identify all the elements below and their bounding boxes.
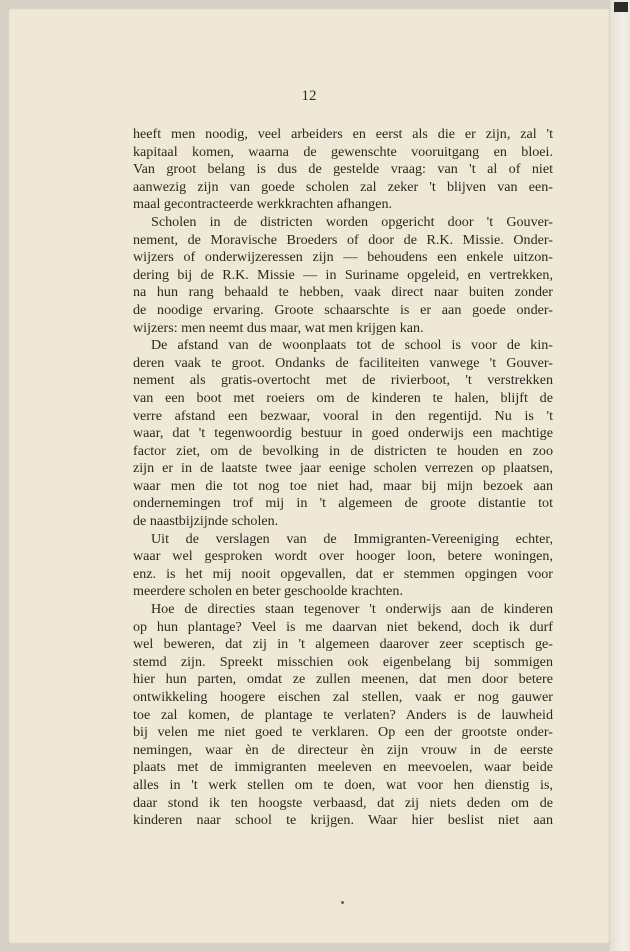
text-line: plaats met de immigranten meeleven en meevoelen, waar beide bbox=[133, 759, 553, 776]
text-line: Hoe de directies staan tegenover 't onderwijs aan de kinderen bbox=[151, 601, 553, 618]
text-line: Van groot belang is dus de gestelde vraag: van 't al of niet bbox=[133, 161, 553, 178]
text-line: dering bij de R.K. Missie — in Suriname opgeleid, en vertrekken, bbox=[133, 266, 553, 283]
page-edge bbox=[610, 0, 630, 951]
text-line: waar, dat 't tegenwoordig bestuur in goed onderwijs een machtige bbox=[133, 425, 553, 442]
text-line: hier hun parten, omdat ze zullen meenen, dat men door betere bbox=[133, 671, 553, 688]
text-line: deren vaak te groot. Ondanks de faciliteiten vanwege 't Gouver- bbox=[133, 354, 553, 371]
text-line: nement, de Moravische Broeders of door de R.K. Missie. Onder- bbox=[133, 231, 553, 248]
text-line: nement als gratis-overtocht met de rivierboot, 't verstrekken bbox=[133, 372, 553, 389]
text-line: waar men die tot nog toe niet had, maar bij mijn bezoek aan bbox=[133, 477, 553, 494]
body-text bbox=[133, 126, 553, 830]
text-line: zijn er in de laatste twee jaar eenige scholen verrezen op plaatsen, bbox=[133, 460, 553, 477]
text-line: alles in 't werk stellen om te doen, wat voor hen dienstig is, bbox=[133, 776, 553, 793]
text-line: meerdere scholen en beter geschoolde krachten. bbox=[133, 583, 403, 600]
text-line: stemd zijn. Spreekt misschien ook eigenbelang bij sommigen bbox=[133, 653, 553, 670]
text-line: aanwezig zijn van goede scholen zal zeker 't blijven van een- bbox=[133, 178, 553, 195]
text-line: daar stond ik ten hoogste verbaasd, dat zij niets deden om de bbox=[133, 794, 553, 811]
text-line: ondernemingen trof mij in 't algemeen de groote distantie tot bbox=[133, 495, 553, 512]
text-line: wel beweren, dat zij in 't algemeen daarover zeer sceptisch ge- bbox=[133, 636, 553, 653]
text-line: bij velen me niet goed te verklaren. Op een der grootste onder- bbox=[133, 724, 553, 741]
text-line: maal gecontracteerde werkkrachten afhangen. bbox=[133, 196, 393, 213]
text-line: Uit de verslagen van de Immigranten-Vereeniging echter, bbox=[151, 530, 553, 547]
page-speck bbox=[341, 901, 344, 904]
text-line: na hun rang behaald te hebben, vaak direct naar buiten zonder bbox=[133, 284, 553, 301]
text-line: van een boot met roeiers om de kinderen te halen, blijft de bbox=[133, 389, 553, 406]
text-line: kinderen naar school te krijgen. Waar hier beslist niet aan bbox=[133, 812, 553, 829]
text-line: de naastbijzijnde scholen. bbox=[133, 513, 279, 530]
text-line: factor ziet, om de bevolking in de districten te houden en zoo bbox=[133, 442, 553, 459]
text-line: de noodige ervaring. Groote schaarschte is er aan goede onder- bbox=[133, 301, 553, 318]
text-line: verre afstand een bezwaar, vooral in den regentijd. Nu is 't bbox=[133, 407, 553, 424]
page-number: 12 bbox=[301, 88, 317, 104]
text-line: waar wel gesproken wordt over hooger loon, betere woningen, bbox=[133, 548, 553, 565]
text-line: De afstand van de woonplaats tot de school is voor de kin- bbox=[151, 337, 553, 354]
text-line: ontwikkeling hoogere eischen zal stellen, vaak er nog gauwer bbox=[133, 689, 553, 705]
text-line: Scholen in de districten worden opgericht door 't Gouver- bbox=[151, 213, 553, 230]
text-line: wijzers: men neemt dus maar, wat men krijgen kan. bbox=[133, 319, 424, 336]
text-line: heeft men noodig, veel arbeiders en eerst als die er zijn, zal 't bbox=[133, 126, 553, 142]
book-page bbox=[8, 8, 610, 944]
text-line: nemingen, waar èn de directeur èn zijn vrouw in de eerste bbox=[133, 741, 553, 758]
text-line: toe zal komen, de plantage te verlaten? Anders is de lauwheid bbox=[133, 706, 553, 723]
corner-mark bbox=[614, 2, 628, 12]
text-line: wijzers of onderwijzeressen zijn — behoudens een enkele uitzon- bbox=[133, 249, 553, 266]
text-line: op hun plantage? Veel is me daarvan niet bekend, doch ik durf bbox=[133, 618, 553, 635]
text-line: enz. is het mij nooit opgevallen, dat er stemmen opgingen voor bbox=[133, 565, 553, 582]
text-line: kapitaal komen, waarna de gewenschte vooruitgang en bloei. bbox=[133, 143, 553, 160]
